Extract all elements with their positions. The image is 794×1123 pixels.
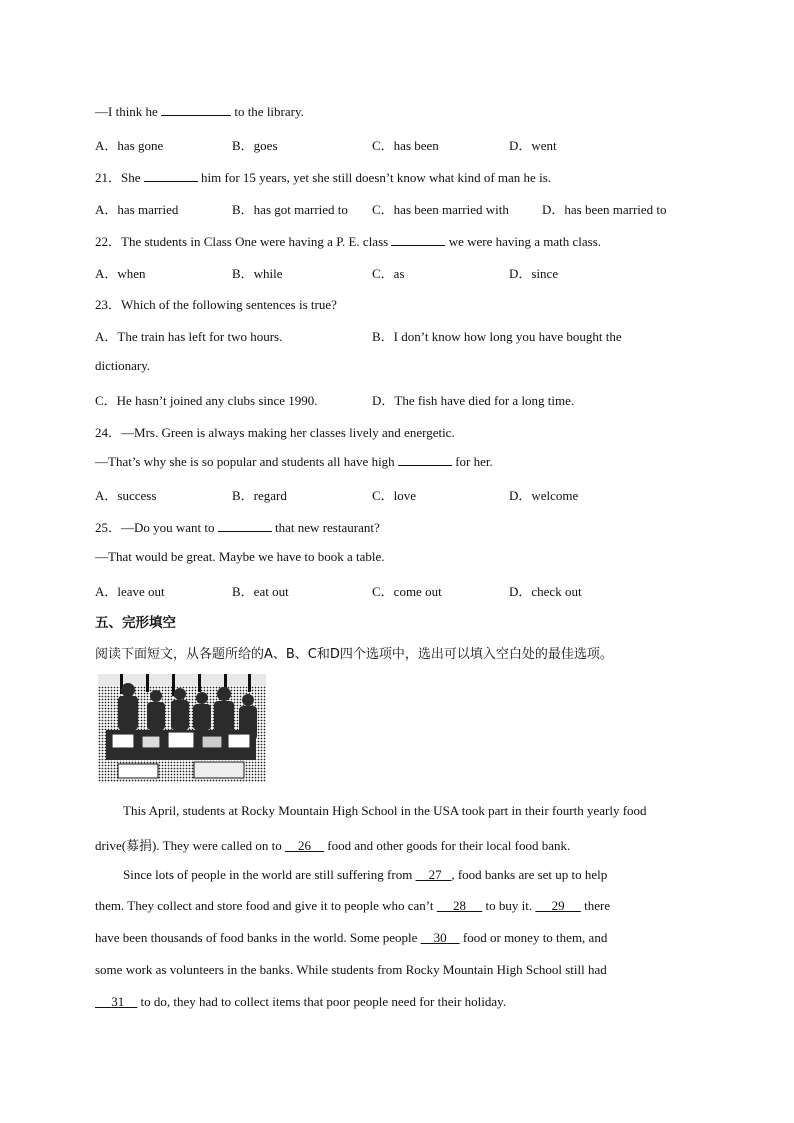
q22-option-a[interactable]: A．when (95, 266, 146, 281)
passage-p1-line2 (95, 835, 570, 854)
q23-stem-text: Which of the following sentences is true? (121, 297, 337, 312)
q25-option-c[interactable]: C．come out (372, 584, 442, 599)
blank-31[interactable] (95, 994, 137, 1009)
blank-31-number: 31 (111, 994, 125, 1009)
q20-option-c[interactable]: C．has been (372, 138, 439, 153)
blank-29[interactable] (535, 898, 581, 913)
passage-p1-line1: This April, students at Rocky Mountain High School in the USA took part in their fourth yearly food (123, 803, 647, 818)
blank-30-number: 30 (433, 930, 447, 945)
passage-p1-line2-pre: drive(募捐). They were called on to (95, 838, 282, 853)
passage-p2-line2-post: there (584, 898, 611, 913)
q24-line2-post: for her. (455, 454, 493, 469)
passage-p2-line1-post: , food banks are set up to help (451, 867, 608, 882)
passage-p2-line2-mid: to buy it. (485, 898, 533, 913)
passage-p2-line5-post: to do, they had to collect items that poor people need for their holiday. (140, 994, 507, 1009)
q21-blank[interactable] (144, 169, 198, 182)
q22-option-b[interactable]: B．while (232, 266, 283, 281)
section-instruction: 阅读下面短文，从各题所给的A、B、C和D四个选项中，选出可以填入空白处的最佳选项。 (95, 647, 613, 662)
q20-stem-post: to the library. (234, 104, 304, 119)
q23-option-b[interactable]: B．I don’t know how long you have bought the (372, 329, 622, 344)
q21-stem-pre: She (121, 170, 141, 185)
q24-option-d[interactable]: D．welcome (509, 488, 579, 503)
q21-stem (95, 167, 551, 186)
q25-line1-pre: —Do you want to (121, 520, 215, 535)
q22-stem-pre: The students in Class One were having a P. E. class (121, 234, 389, 249)
passage-p2-line1 (123, 867, 607, 883)
q24-number: 24． (95, 425, 122, 440)
q25-line2: —That would be great. Maybe we have to book a table. (95, 549, 385, 564)
passage-p1-line2-post: food and other goods for their local food bank. (327, 838, 571, 853)
q22-number: 22． (95, 234, 122, 249)
q25-option-b[interactable]: B．eat out (232, 584, 289, 599)
blank-28-number: 28 (453, 898, 467, 913)
q24-blank[interactable] (398, 453, 452, 466)
q21-stem-post: him for 15 years, yet she still doesn’t know what kind of man he is. (201, 170, 551, 185)
q22-option-d[interactable]: D．since (509, 266, 559, 281)
q21-option-d[interactable]: D．has been married to (542, 202, 667, 217)
q20-option-d[interactable]: D．went (509, 138, 557, 153)
q22-stem-post: we were having a math class. (448, 234, 602, 249)
passage-p2-line3 (95, 930, 607, 946)
q21-option-a[interactable]: A．has married (95, 202, 179, 217)
blank-27-number: 27 (428, 867, 442, 882)
q23-stem (95, 294, 337, 313)
q24-option-b[interactable]: B．regard (232, 488, 287, 503)
blank-30[interactable] (421, 930, 460, 945)
q24-option-c[interactable]: C．love (372, 488, 417, 503)
q23-number: 23． (95, 297, 122, 312)
q25-option-d[interactable]: D．check out (509, 584, 582, 599)
q22-stem (95, 231, 601, 250)
blank-27[interactable] (416, 867, 452, 882)
q24-line2-pre: —That’s why she is so popular and students all have high (95, 454, 395, 469)
q24-option-a[interactable]: A．success (95, 488, 157, 503)
q25-line1-post: that new restaurant? (275, 520, 380, 535)
passage-p2-line3-post: food or money to them, and (462, 930, 608, 945)
q20-option-b[interactable]: B．goes (232, 138, 278, 153)
q20-stem-pre: —I think he (95, 104, 158, 119)
q21-option-b[interactable]: B．has got married to (232, 202, 348, 217)
group-photo-image (98, 674, 266, 782)
q23-option-c[interactable]: C．He hasn’t joined any clubs since 1990. (95, 393, 318, 408)
passage-p2-line4: some work as volunteers in the banks. While students from Rocky Mountain High School still had (95, 962, 607, 977)
q25-number: 25． (95, 520, 122, 535)
passage-p2-line2-pre: them. They collect and store food and give it to people who can’t (95, 898, 434, 913)
blank-26-number: 26 (298, 838, 311, 853)
q25-line1 (95, 517, 380, 536)
section-heading: 五、完形填空 (95, 615, 176, 631)
q24-line2 (95, 453, 493, 470)
q20-blank[interactable] (161, 103, 231, 116)
blank-29-number: 29 (551, 898, 565, 913)
q23-option-a[interactable]: A．The train has left for two hours. (95, 329, 283, 344)
q21-option-c[interactable]: C．has been married with (372, 202, 509, 217)
q20-option-a[interactable]: A．has gone (95, 138, 164, 153)
q21-number: 21． (95, 170, 122, 185)
q22-option-c[interactable]: C．as (372, 266, 405, 281)
q25-blank[interactable] (218, 519, 272, 532)
blank-26[interactable] (285, 838, 324, 853)
q24-line1 (95, 422, 455, 441)
passage-p2-line3-pre: have been thousands of food banks in the world. Some people (95, 930, 418, 945)
q23-option-d[interactable]: D．The fish have died for a long time. (372, 393, 575, 408)
passage-p2-line2 (95, 898, 610, 914)
q25-option-a[interactable]: A．leave out (95, 584, 165, 599)
blank-28[interactable] (437, 898, 483, 913)
passage-p2-line1-pre: Since lots of people in the world are still suffering from (123, 867, 413, 882)
q23-option-b-cont: dictionary. (95, 358, 151, 373)
q20-stem (95, 103, 304, 120)
q22-blank[interactable] (391, 233, 445, 246)
q24-line1-text: —Mrs. Green is always making her classes lively and energetic. (121, 425, 455, 440)
passage-p2-line5 (95, 994, 506, 1010)
